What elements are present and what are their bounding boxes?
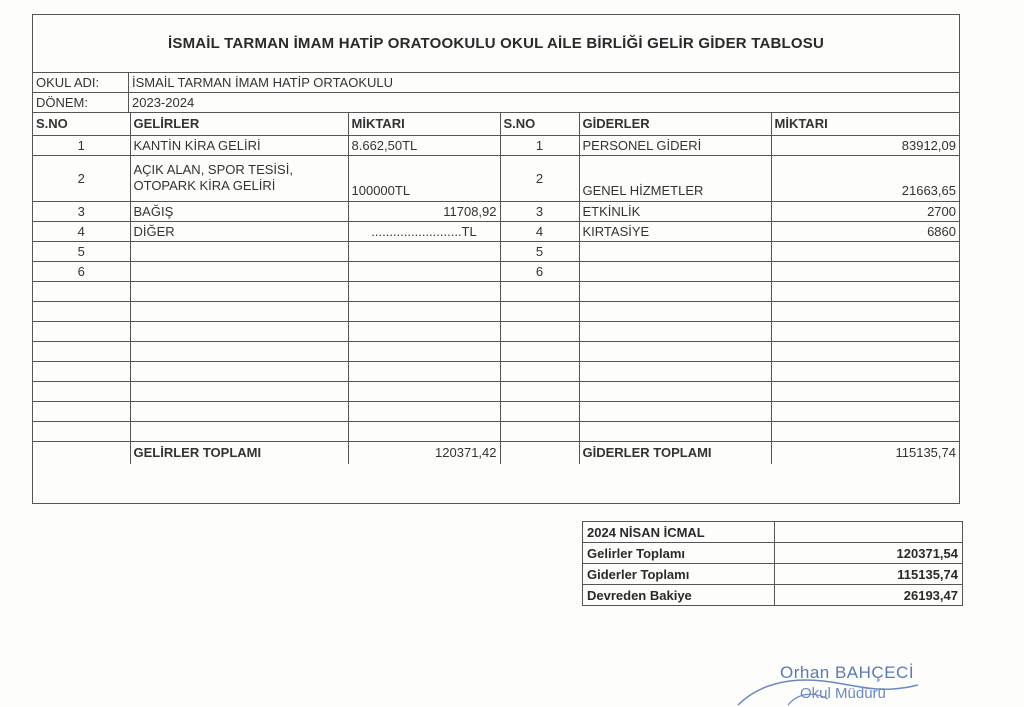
- table-row: [33, 241, 959, 261]
- income-amount: [348, 261, 500, 281]
- income-amount: .........................TL: [348, 221, 500, 241]
- expense-total-label: GİDERLER TOPLAMI: [579, 441, 771, 464]
- header-amount: MİKTARI: [348, 113, 500, 135]
- principal-signature-stamp: [728, 655, 958, 707]
- summary-label: Giderler Toplamı: [583, 564, 775, 585]
- empty-row: [33, 341, 959, 361]
- income-no: 6: [33, 261, 130, 281]
- income-expense-sheet: [32, 14, 960, 504]
- income-label: [130, 155, 348, 201]
- school-value: İSMAİL TARMAN İMAM HATİP ORTAOKULU: [132, 75, 394, 90]
- expense-label: ETKİNLİK: [579, 201, 771, 221]
- expense-amount: 83912,09: [771, 135, 959, 155]
- income-amount: 100000TL: [348, 155, 500, 201]
- income-label: DİĞER: [130, 221, 348, 241]
- income-no: 1: [33, 135, 130, 155]
- table-header-row: [33, 113, 959, 135]
- summary-row: [583, 543, 963, 564]
- summary-title-row: [583, 522, 963, 543]
- income-total-label: GELİRLER TOPLAMI: [130, 441, 348, 464]
- empty-row: [33, 301, 959, 321]
- empty-row: [33, 281, 959, 301]
- summary-table: [582, 521, 963, 606]
- income-amount: 11708,92: [348, 201, 500, 221]
- summary-label: Devreden Bakiye: [583, 585, 775, 606]
- header-income: GELİRLER: [130, 113, 348, 135]
- income-label-line-1: AÇIK ALAN, SPOR TESİSİ,: [133, 162, 293, 177]
- expense-amount: [771, 241, 959, 261]
- income-no: 5: [33, 241, 130, 261]
- period-value: 2023-2024: [132, 95, 195, 110]
- empty-row: [33, 361, 959, 381]
- summary-value: 120371,54: [775, 543, 963, 564]
- table-row: [33, 201, 959, 221]
- expense-label: [579, 261, 771, 281]
- expense-total-value: 115135,74: [895, 445, 956, 461]
- income-no: 4: [33, 221, 130, 241]
- school-row: [33, 73, 959, 93]
- header-amount-expense: MİKTARI: [771, 113, 959, 135]
- expense-amount: 21663,65: [771, 155, 959, 201]
- table-row: [33, 155, 959, 201]
- summary-row: [583, 564, 963, 585]
- expense-label: GENEL HİZMETLER: [579, 155, 771, 201]
- expense-no: 3: [500, 201, 579, 221]
- income-label: [130, 261, 348, 281]
- expense-no: 5: [500, 241, 579, 261]
- expense-label: [579, 241, 771, 261]
- expense-amount: 2700: [771, 201, 959, 221]
- document-title: İSMAİL TARMAN İMAM HATİP ORATOOKULU OKUL AİLE BİRLİĞİ GELİR GİDER TABLOSU: [33, 15, 959, 73]
- empty-row: [33, 401, 959, 421]
- income-label: BAĞIŞ: [130, 201, 348, 221]
- empty-row: [33, 321, 959, 341]
- school-label: OKUL ADI:: [33, 73, 129, 92]
- income-label: [130, 241, 348, 261]
- table-row: [33, 261, 959, 281]
- period-label: DÖNEM:: [33, 93, 129, 112]
- period-row: [33, 93, 959, 113]
- income-no: 3: [33, 201, 130, 221]
- expense-no: 4: [500, 221, 579, 241]
- totals-row: [33, 441, 959, 464]
- signature-role: Okul Müdürü: [800, 685, 886, 702]
- expense-no: 1: [500, 135, 579, 155]
- table-row: [33, 135, 959, 155]
- income-label: KANTİN KİRA GELİRİ: [130, 135, 348, 155]
- expense-no: 6: [500, 261, 579, 281]
- income-amount: 8.662,50TL: [348, 135, 500, 155]
- expense-no: 2: [500, 155, 579, 201]
- header-sno: S.NO: [33, 113, 130, 135]
- income-amount: [348, 241, 500, 261]
- summary-value: 115135,74: [775, 564, 963, 585]
- summary-label: Gelirler Toplamı: [583, 543, 775, 564]
- header-expense: GİDERLER: [579, 113, 771, 135]
- expense-amount: [771, 261, 959, 281]
- signature-name: Orhan BAHÇECİ: [780, 663, 915, 682]
- income-no: 2: [33, 155, 130, 201]
- expense-amount: 6860: [771, 221, 959, 241]
- income-expense-table: [33, 113, 959, 464]
- table-row: [33, 221, 959, 241]
- empty-row: [33, 421, 959, 441]
- summary-value: 26193,47: [775, 585, 963, 606]
- summary-row: [583, 585, 963, 606]
- income-total-value: 120371,42: [348, 441, 500, 464]
- expense-label: PERSONEL GİDERİ: [579, 135, 771, 155]
- income-label-line-2: OTOPARK KİRA GELİRİ: [133, 178, 276, 193]
- expense-label: KIRTASİYE: [579, 221, 771, 241]
- empty-row: [33, 381, 959, 401]
- summary-title: 2024 NİSAN İCMAL: [583, 522, 775, 543]
- header-sno-expense: S.NO: [500, 113, 579, 135]
